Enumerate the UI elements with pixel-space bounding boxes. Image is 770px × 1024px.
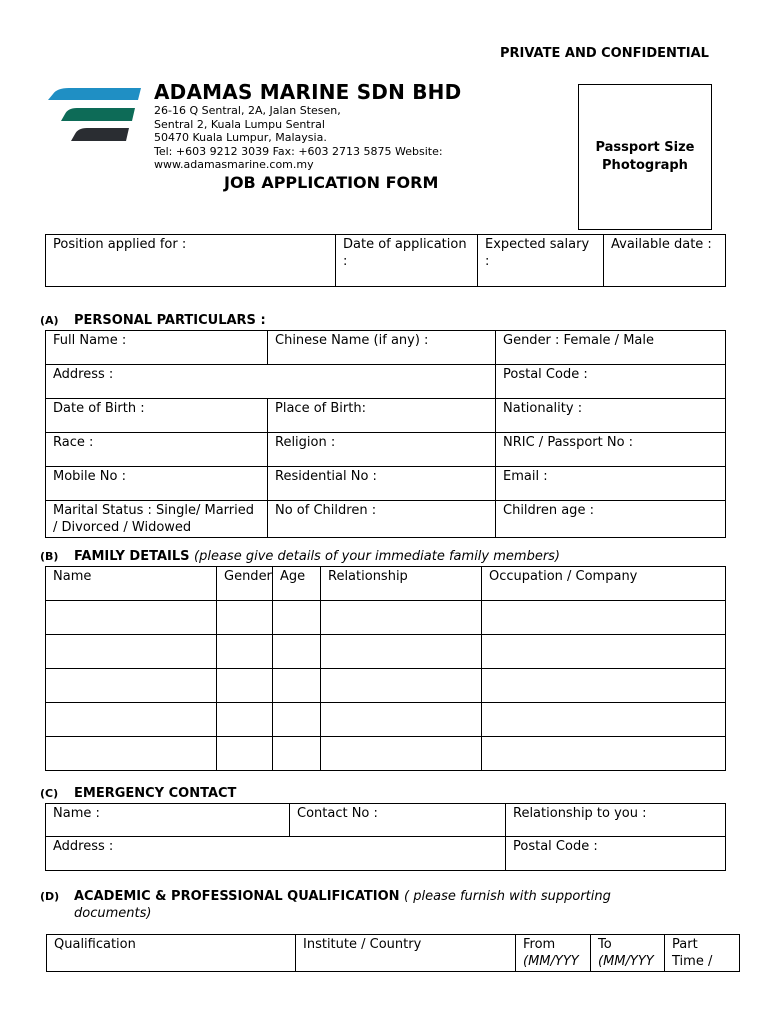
- religion-field[interactable]: Religion :: [268, 433, 496, 467]
- qualification-table: [46, 934, 740, 972]
- section-letter: (B): [40, 550, 59, 563]
- cell[interactable]: [321, 601, 482, 635]
- passport-photo-box: [578, 84, 712, 230]
- part-label-2: Time /: [672, 954, 713, 969]
- dob-field[interactable]: Date of Birth :: [46, 399, 268, 433]
- section-note: documents): [74, 906, 152, 921]
- section-note: (please give details of your immediate family members): [194, 549, 561, 564]
- col-header-institute: Institute / Country: [296, 935, 516, 972]
- section-note: ( please furnish with supporting: [404, 889, 611, 904]
- personal-particulars-table: [45, 330, 726, 538]
- postal-code-field[interactable]: Postal Code :: [496, 365, 726, 399]
- table-row: [46, 737, 726, 771]
- cell[interactable]: [46, 635, 217, 669]
- company-logo: [45, 88, 145, 146]
- cell[interactable]: [46, 703, 217, 737]
- cell[interactable]: [273, 669, 321, 703]
- cell[interactable]: [217, 737, 273, 771]
- emergency-contact-table: [45, 803, 726, 871]
- chinese-name-field[interactable]: Chinese Name (if any) :: [268, 331, 496, 365]
- section-title: PERSONAL PARTICULARS :: [74, 313, 266, 328]
- to-format: (MM/YYY: [598, 954, 654, 969]
- no-of-children-field[interactable]: No of Children :: [268, 501, 496, 538]
- confidential-label: PRIVATE AND CONFIDENTIAL: [500, 46, 709, 61]
- cell[interactable]: [482, 669, 726, 703]
- table-row: [46, 635, 726, 669]
- cell[interactable]: [482, 737, 726, 771]
- col-header-part-time: [665, 935, 740, 972]
- place-of-birth-field[interactable]: Place of Birth:: [268, 399, 496, 433]
- section-d-heading: [40, 889, 611, 904]
- section-b-heading: [40, 549, 560, 564]
- nationality-field[interactable]: Nationality :: [496, 399, 726, 433]
- residential-field[interactable]: Residential No :: [268, 467, 496, 501]
- emergency-postal-code-field[interactable]: Postal Code :: [506, 837, 726, 871]
- to-label: To: [598, 937, 612, 952]
- section-letter: (D): [40, 890, 60, 903]
- date-of-application-field[interactable]: Date of application :: [336, 235, 478, 287]
- emergency-address-field[interactable]: Address :: [46, 837, 506, 871]
- cell[interactable]: [273, 737, 321, 771]
- section-title: ACADEMIC & PROFESSIONAL QUALIFICATION: [74, 889, 400, 904]
- cell[interactable]: [217, 703, 273, 737]
- race-field[interactable]: Race :: [46, 433, 268, 467]
- section-letter: (A): [40, 314, 59, 327]
- cell[interactable]: [482, 703, 726, 737]
- section-d-note-cont: [74, 906, 151, 921]
- address-line: www.adamasmarine.com.my: [154, 158, 314, 171]
- expected-salary-field[interactable]: Expected salary :: [478, 235, 604, 287]
- address-line: 50470 Kuala Lumpur, Malaysia.: [154, 131, 327, 144]
- cell[interactable]: [321, 703, 482, 737]
- mobile-field[interactable]: Mobile No :: [46, 467, 268, 501]
- section-title: FAMILY DETAILS: [74, 549, 190, 564]
- address-line: Tel: +603 9212 3039 Fax: +603 2713 5875 Website:: [154, 144, 443, 158]
- col-header-qualification: Qualification: [47, 935, 296, 972]
- cell[interactable]: [46, 669, 217, 703]
- address-field[interactable]: Address :: [46, 365, 496, 399]
- email-field[interactable]: Email :: [496, 467, 726, 501]
- table-row: [46, 669, 726, 703]
- form-title: JOB APPLICATION FORM: [224, 173, 439, 192]
- section-c-heading: [40, 786, 236, 801]
- col-header-from: [516, 935, 591, 972]
- cell[interactable]: [46, 737, 217, 771]
- emergency-name-field[interactable]: Name :: [46, 804, 290, 837]
- position-field[interactable]: Position applied for :: [46, 235, 336, 287]
- cell[interactable]: [217, 635, 273, 669]
- cell[interactable]: [482, 635, 726, 669]
- cell[interactable]: [321, 737, 482, 771]
- cell[interactable]: [321, 669, 482, 703]
- full-name-field[interactable]: Full Name :: [46, 331, 268, 365]
- section-title: EMERGENCY CONTACT: [74, 786, 237, 801]
- marital-status-field[interactable]: Marital Status : Single/ Married / Divorced / Widowed: [46, 501, 268, 538]
- from-label: From: [523, 937, 556, 952]
- application-table: [45, 234, 726, 287]
- logo-green-stripe: [61, 108, 135, 121]
- nric-field[interactable]: NRIC / Passport No :: [496, 433, 726, 467]
- address-line: Sentral 2, Kuala Lumpu Sentral: [154, 117, 325, 131]
- available-date-field[interactable]: Available date :: [604, 235, 726, 287]
- table-row: [46, 703, 726, 737]
- col-header-gender: Gender: [217, 567, 273, 601]
- from-format: (MM/YYY: [523, 954, 579, 969]
- cell[interactable]: [273, 601, 321, 635]
- photo-label-line: Photograph: [602, 158, 688, 173]
- col-header-relationship: Relationship: [321, 567, 482, 601]
- emergency-relationship-field[interactable]: Relationship to you :: [506, 804, 726, 837]
- table-row: [46, 601, 726, 635]
- cell[interactable]: [217, 669, 273, 703]
- col-header-occupation: Occupation / Company: [482, 567, 726, 601]
- photo-label-line: Passport Size: [595, 140, 695, 155]
- cell[interactable]: [46, 601, 217, 635]
- section-letter: (C): [40, 787, 59, 800]
- company-address: [154, 104, 494, 171]
- logo-blue-stripe: [48, 88, 141, 100]
- cell[interactable]: [321, 635, 482, 669]
- col-header-age: Age: [273, 567, 321, 601]
- col-header-to: [591, 935, 665, 972]
- cell[interactable]: [273, 703, 321, 737]
- cell[interactable]: [217, 601, 273, 635]
- company-name: ADAMAS MARINE SDN BHD: [154, 80, 462, 104]
- cell[interactable]: [273, 635, 321, 669]
- cell[interactable]: [482, 601, 726, 635]
- gender-field[interactable]: Gender : Female / Male: [496, 331, 726, 365]
- address-line: 26-16 Q Sentral, 2A, Jalan Stesen,: [154, 104, 341, 117]
- emergency-contact-field[interactable]: Contact No :: [290, 804, 506, 837]
- section-a-heading: [40, 313, 266, 328]
- part-label: Part: [672, 937, 698, 952]
- children-age-field[interactable]: Children age :: [496, 501, 726, 538]
- col-header-name: Name: [46, 567, 217, 601]
- family-details-table: [45, 566, 726, 771]
- logo-dark-stripe: [71, 128, 129, 141]
